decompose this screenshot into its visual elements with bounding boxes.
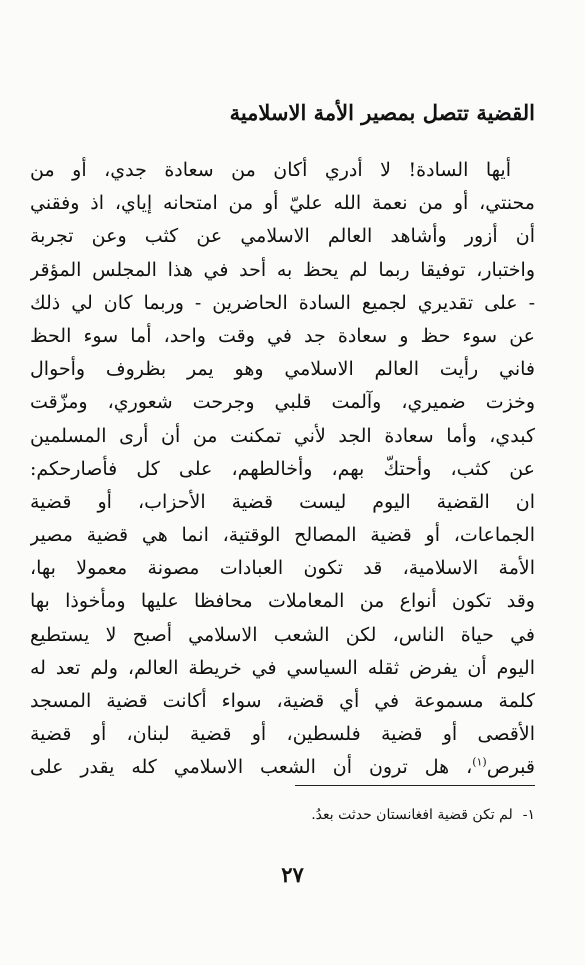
footnote — [311, 807, 535, 823]
text-line: ان القضية اليوم ليست قضية الأحزاب، أو قضية — [30, 490, 535, 513]
text-line: الأقصى أو قضية فلسطين، أو قضية لبنان، أو قضية — [30, 723, 535, 746]
text-line: وخزت ضميري، وآلمت قلبي وجرحت شعوري، ومزّقت — [30, 391, 535, 414]
footnote-divider — [295, 785, 535, 786]
text-line: أيها السادة! لا أدري أكان من سعادة جدي، أو من — [30, 159, 511, 181]
footnote-reference[interactable]: (١) — [472, 756, 487, 770]
text-line: في حياة الناس، لكن الشعب الاسلامي أصبح لا يستطيع — [30, 623, 535, 646]
section-heading: القضية تتصل بمصير الأمة الاسلامية — [229, 100, 535, 125]
text-fragment: ، هل ترون أن الشعب الاسلامي كله يقدر على — [30, 756, 473, 779]
text-line: الأمة الاسلامية، قد تكون العبادات مصونة معمولا بها، — [30, 557, 535, 580]
text-line: أن أزور وأشاهد العالم الاسلامي عن كثب وعن تجربة — [30, 225, 535, 248]
text-line: واختبار، توفيقا ربما لم يحظ به أحد في هذا المجلس المؤقر — [30, 258, 535, 281]
text-line: وقد تكون أنواع من المعاملات محافظا عليها ومأخوذا بها — [30, 590, 535, 613]
page-number: ٢٧ — [281, 862, 304, 887]
text-line: الجماعات، أو قضية المصالح الوقتية، انما هي قضية مصير — [30, 524, 535, 547]
footnote-text: لم تكن قضية افغانستان حدثت بعدُ. — [311, 807, 513, 823]
text-line-with-note — [30, 751, 535, 784]
body-text — [30, 154, 535, 785]
text-line: - على تقديري لجميع السادة الحاضرين - وربما كان لي ذلك — [30, 291, 535, 314]
text-line: كلمة مسموعة في أي قضية، سواء أكانت قضية المسجد — [30, 690, 535, 712]
text-line: محنتي، أو من نعمة الله عليّ أو من امتحانه إياي، اذ وفقني — [30, 192, 535, 215]
text-fragment: قبرص — [486, 756, 535, 779]
text-line: فاني رأيت العالم الاسلامي وهو يمر بظروف وأحوال — [30, 358, 535, 381]
text-line: عن سوء حظ و سعادة جد في وقت واحد، أما سوء الحظ — [30, 324, 535, 347]
text-line: عن كثب، وأحتكّ بهم، وأخالطهم، على كل فأصارحكم: — [30, 457, 535, 480]
footnote-marker: ١- — [522, 807, 535, 823]
text-line: اليوم أن يفرض ثقله السياسي في خريطة العالم، ولم تعد له — [30, 656, 535, 679]
text-line: كبدي، وأما سعادة الجد لأني تمكنت من أن أرى المسلمين — [30, 424, 535, 447]
